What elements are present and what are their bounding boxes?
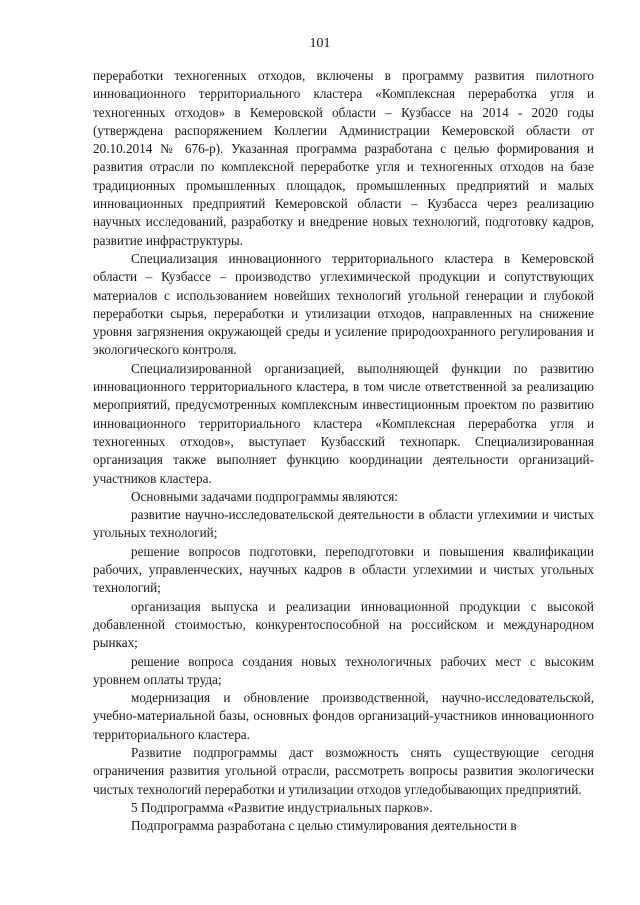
list-item: организация выпуска и реализации инновационной продукции с высокой добавленной стоимостью, конкурентоспособной на российском и международном рынках; [93,598,594,651]
list-item: решение вопросов подготовки, переподготовки и повышения квалификации рабочих, управленческих, научных кадров в области углехимии и чистых угольных технологий; [93,543,594,596]
paragraph: переработки техногенных отходов, включены в программу развития пилотного инновационного территориального кластера «Комплексная переработка угля и техногенных отходов» в Кемеровской области – Кузбассе на 2014 - 2020 годы (утверждена распоряжением Коллегии Администрации Кемеровской области от 20.10.2014 № 676-р). Указанная программа разработана с целью формирования и развития отрасли по комплексной переработке угля и техногенных отходов на базе традиционных промышленных площадок, промышленных предприятий и малых инновационных предприятий Кемеровской области – Кузбасса через реализацию научных исследований, разработку и внедрение новых технологий, подготовку кадров, развитие инфраструктуры. [93,68,594,248]
section-heading: 5 Подпрограмма «Развитие индустриальных парков». [131,799,433,815]
list-item: развитие научно-исследовательской деятельности в области углехимии и чистых угольных технологий; [93,507,594,541]
paragraph: Развитие подпрограммы даст возможность снять существующие сегодня ограничения развития угольной отрасли, рассмотреть вопросы развития экологически чистых технологий переработки и утилизации отходов угледобывающих предприятий. [93,744,594,797]
paragraph: Основными задачами подпрограммы являются: [131,488,399,504]
list-item: модернизация и обновление производственной, научно-исследовательской, учебно-материальной базы, основных фондов организаций-участников инновационного территориального кластера. [93,690,594,742]
body-text [93,67,594,835]
list-item: решение вопроса создания новых технологичных рабочих мест с высоким уровнем оплаты труда; [93,653,594,687]
paragraph: Подпрограмма разработана с целью стимулирования деятельности в [131,818,517,834]
paragraph: Специализированной организацией, выполняющей функции по развитию инновационного территориального кластера, в том числе ответственной за реализацию мероприятий, предусмотренных комплексным инвестиционным проектом по развитию инновационного территориального кластера «Комплексная переработка угля и техногенных отходов», выступает Кузбасский технопарк. Специализированная организация также выполняет функцию координации деятельности организаций-участников кластера. [93,360,594,486]
paragraph: Специализация инновационного территориального кластера в Кемеровской области – Кузбассе – производство углехимической продукции и сопутствующих материалов с использованием новейших технологий угольной генерации и глубокой переработки сырья, переработки и утилизации отходов, направленных на снижение уровня загрязнения окружающей среды и усиление природоохранного регулирования и экологического контроля. [93,250,594,358]
page-number: 101 [309,36,331,51]
